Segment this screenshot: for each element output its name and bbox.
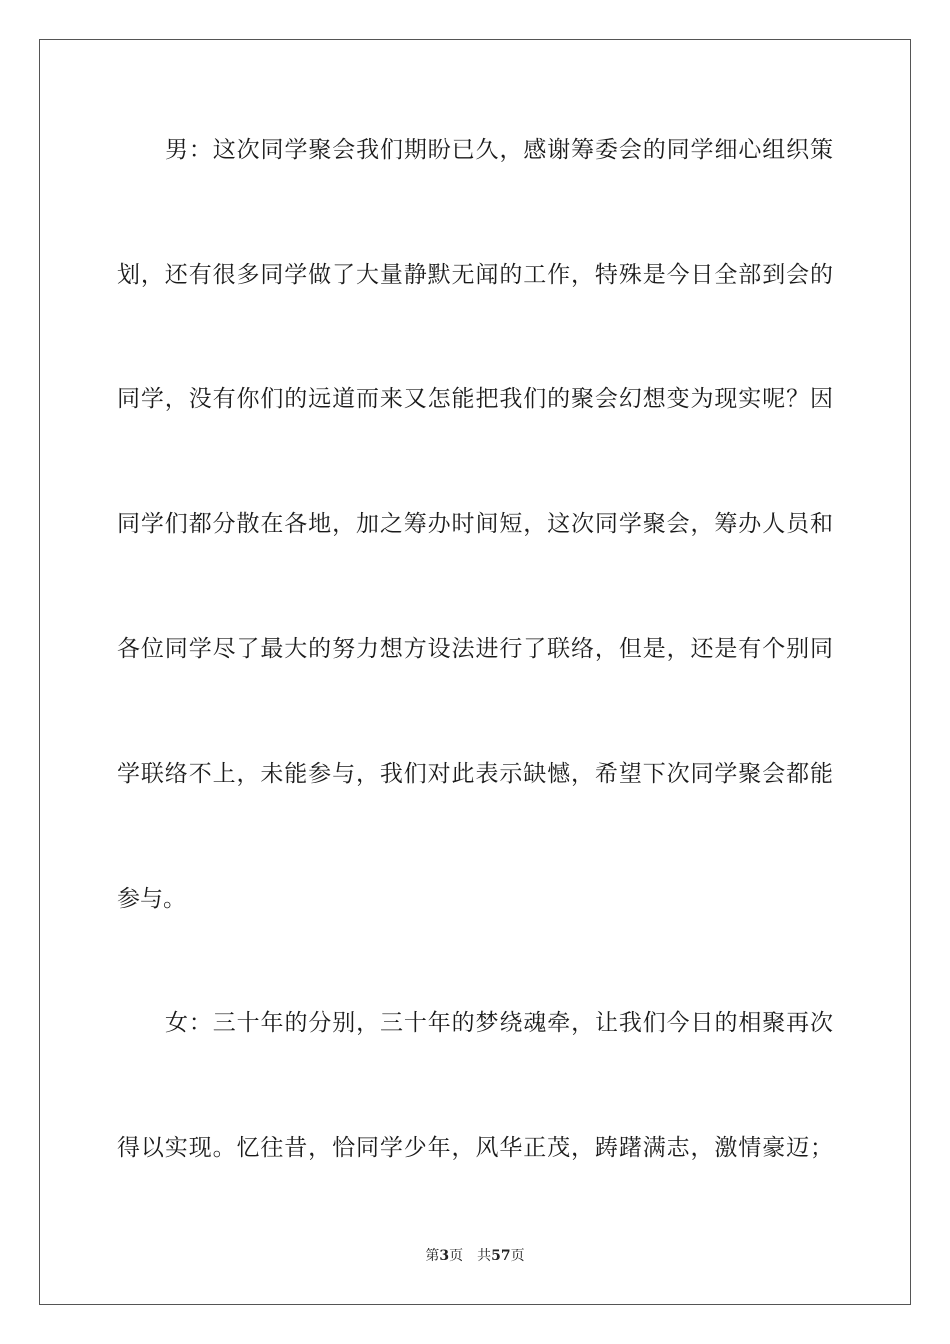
- paragraph-line: 同学们都分散在各地，加之筹办时间短，这次同学聚会，筹办人员和: [117, 511, 833, 537]
- paragraph-line: 各位同学尽了最大的努力想方设法进行了联络，但是，还是有个别同: [117, 636, 833, 662]
- page-frame: [39, 39, 911, 1305]
- footer-page-number: 3: [439, 1248, 450, 1264]
- paragraph-line: 学联络不上，未能参与，我们对此表示缺憾，希望下次同学聚会都能: [117, 761, 833, 787]
- paragraph-line: 得以实现。忆往昔，恰同学少年，风华正茂，踌躇满志，激情豪迈；: [117, 1135, 833, 1161]
- paragraph-line: 同学，没有你们的远道而来又怎能把我们的聚会幻想变为现实呢？因: [117, 386, 833, 412]
- paragraph-line: 女：三十年的分别，三十年的梦绕魂牵，让我们今日的相聚再次: [165, 1010, 833, 1036]
- footer-total-pages: 57: [491, 1248, 511, 1264]
- paragraph-line: 划，还有很多同学做了大量静默无闻的工作，特殊是今日全部到会的: [117, 262, 833, 288]
- footer-suffix: 页: [510, 1248, 525, 1264]
- footer-prefix: 第: [425, 1248, 440, 1264]
- page-footer: [0, 1247, 950, 1265]
- footer-mid: 页 共: [449, 1248, 492, 1264]
- paragraph-line: 男：这次同学聚会我们期盼已久，感谢筹委会的同学细心组织策: [165, 137, 833, 163]
- paragraph-line: 参与。: [117, 886, 186, 912]
